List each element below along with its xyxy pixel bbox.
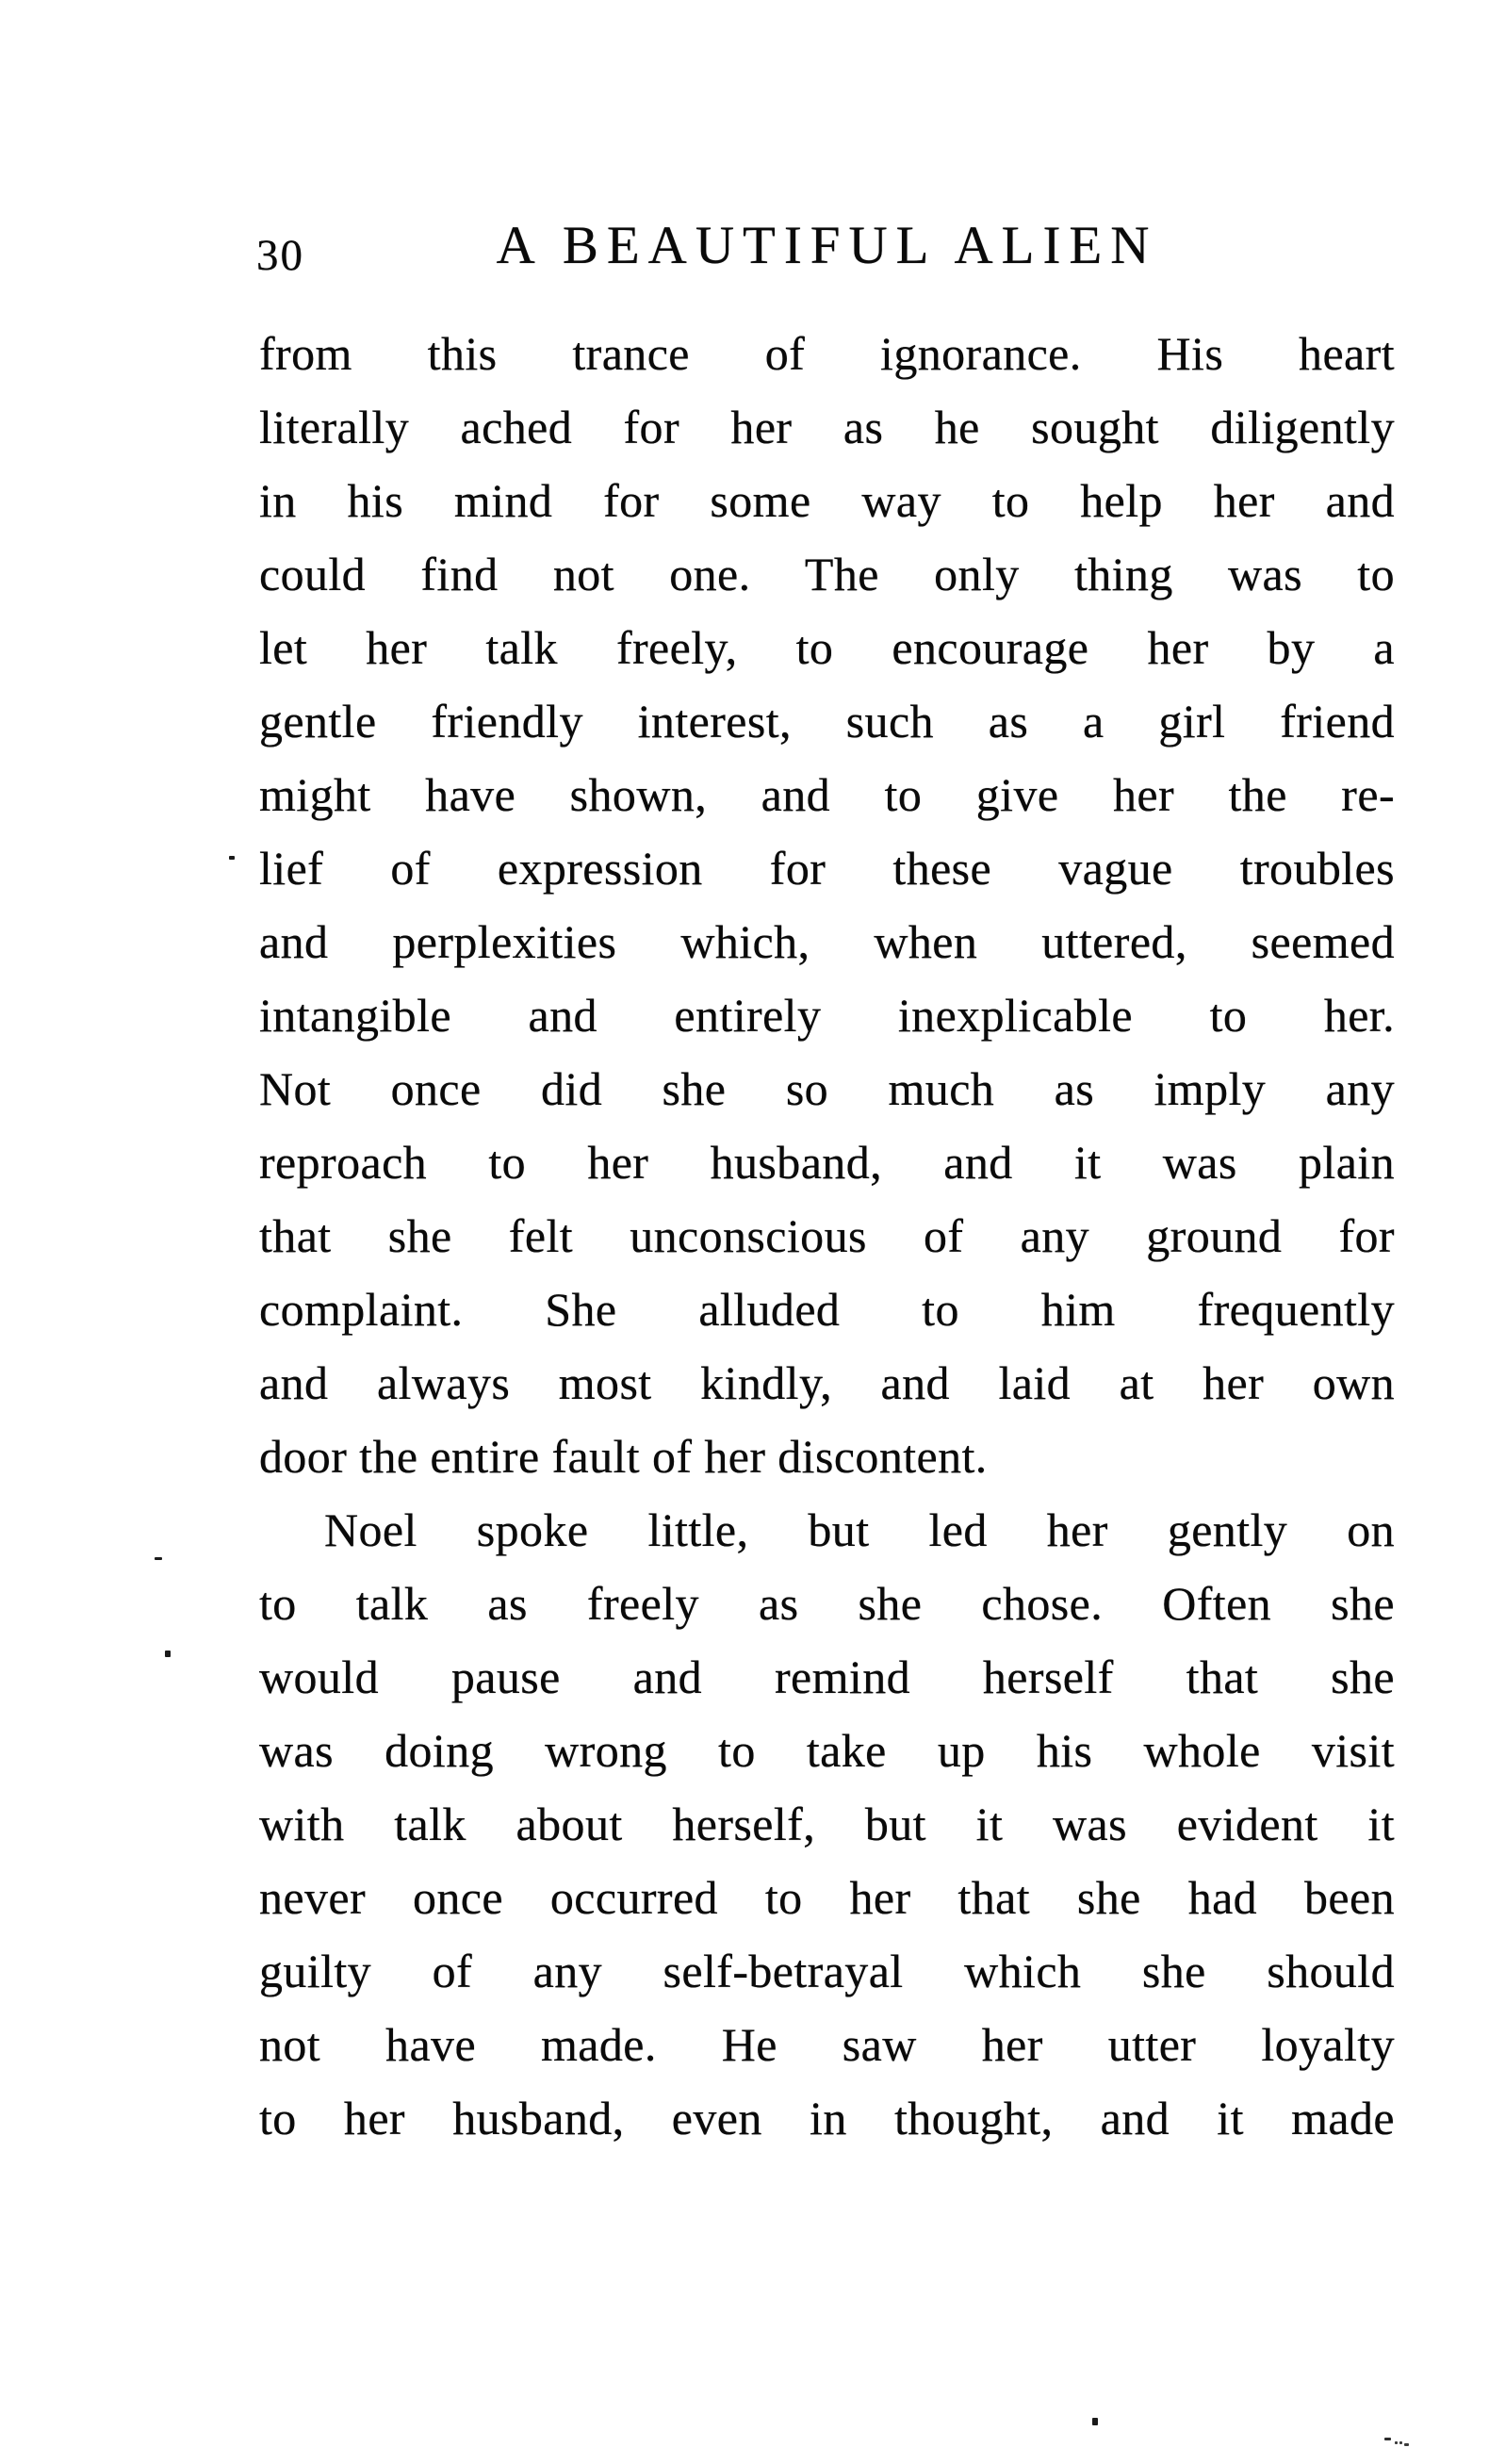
text-line: lief of expression for these vague troubles bbox=[259, 842, 1395, 895]
text-line: guilty of any self-betrayal which she should bbox=[259, 1945, 1395, 1997]
text-line: with talk about herself, but it was evident it bbox=[259, 1798, 1395, 1850]
body-text-column bbox=[259, 317, 1395, 2155]
text-line: let her talk freely, to encourage her by a bbox=[259, 621, 1395, 674]
text-line: would pause and remind herself that she bbox=[259, 1651, 1395, 1703]
text-line: door the entire fault of her discontent. bbox=[259, 1430, 988, 1483]
scan-speck bbox=[1384, 2438, 1391, 2440]
text-line: to her husband, even in thought, and it made bbox=[259, 2092, 1395, 2144]
scan-speck bbox=[1404, 2443, 1409, 2446]
text-line: was doing wrong to take up his whole visit bbox=[259, 1724, 1395, 1777]
text-line: never once occurred to her that she had been bbox=[259, 1871, 1395, 1924]
text-line: literally ached for her as he sought diligently bbox=[259, 401, 1395, 453]
text-line: that she felt unconscious of any ground for bbox=[259, 1209, 1395, 1262]
scan-speck bbox=[165, 1651, 171, 1657]
text-line: Noel spoke little, but led her gently on bbox=[324, 1503, 1395, 1556]
text-line: from this trance of ignorance. His heart bbox=[259, 327, 1395, 380]
running-title: A BEAUTIFUL ALIEN bbox=[496, 216, 1158, 275]
scan-speck bbox=[229, 856, 235, 860]
text-line: reproach to her husband, and it was plain bbox=[259, 1136, 1395, 1189]
text-line: complaint. She alluded to him frequently bbox=[259, 1283, 1395, 1336]
scan-speck bbox=[155, 1557, 162, 1560]
text-line: might have shown, and to give her the re- bbox=[259, 768, 1395, 821]
scan-speck bbox=[1399, 2441, 1402, 2444]
text-line: not have made. He saw her utter loyalty bbox=[259, 2018, 1395, 2071]
scan-speck bbox=[1092, 2418, 1098, 2425]
text-line: in his mind for some way to help her and bbox=[259, 474, 1395, 527]
text-line: and perplexities which, when uttered, seemed bbox=[259, 915, 1395, 968]
text-line: could find not one. The only thing was to bbox=[259, 548, 1395, 600]
text-line: to talk as freely as she chose. Often she bbox=[259, 1577, 1395, 1630]
scan-speck bbox=[1395, 2441, 1398, 2444]
text-line: intangible and entirely inexplicable to her. bbox=[259, 989, 1395, 1042]
page-number: 30 bbox=[256, 231, 304, 280]
text-line: and always most kindly, and laid at her own bbox=[259, 1356, 1395, 1409]
text-line: Not once did she so much as imply any bbox=[259, 1062, 1395, 1115]
text-line: gentle friendly interest, such as a girl friend bbox=[259, 695, 1395, 747]
